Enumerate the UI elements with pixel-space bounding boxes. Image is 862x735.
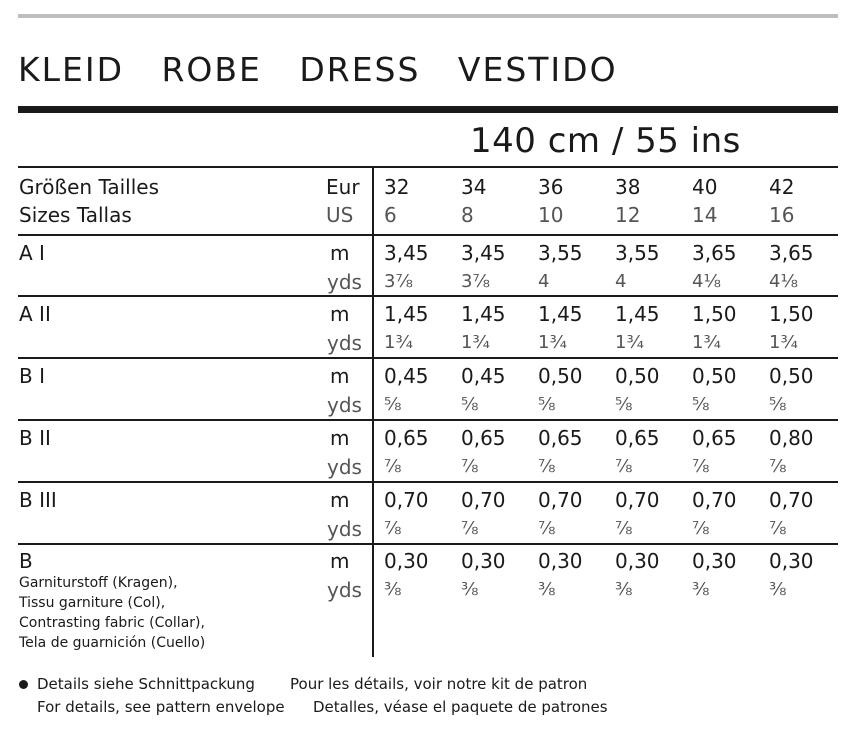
meters-cell: 3,55 (615, 241, 660, 265)
unit-m: m (330, 364, 350, 388)
yards-cell: ⅞ (461, 456, 479, 477)
yards-cell: ⅜ (692, 579, 710, 600)
yards-cell: 4 (538, 271, 550, 292)
page-title: KLEID ROBE DRESS VESTIDO (18, 50, 618, 89)
footnote-en: For details, see pattern envelope (37, 698, 285, 716)
meters-cell: 0,50 (692, 364, 737, 388)
yards-cell: ⅞ (769, 456, 787, 477)
meters-cell: 0,70 (615, 488, 660, 512)
unit-yds: yds (327, 393, 362, 417)
title-rule (18, 106, 838, 113)
yards-cell: ⅝ (692, 394, 710, 415)
top-rule (18, 14, 838, 18)
meters-cell: 0,80 (769, 426, 814, 450)
yards-cell: ⅞ (461, 518, 479, 539)
meters-cell: 1,45 (538, 302, 583, 326)
yards-cell: ⅞ (384, 518, 402, 539)
row-label: A I (19, 241, 45, 265)
unit-yds: yds (327, 270, 362, 294)
meters-cell: 0,65 (692, 426, 737, 450)
yards-cell: 4⅛ (692, 271, 721, 292)
yards-cell: ⅞ (384, 456, 402, 477)
unit-m: m (330, 549, 350, 573)
unit-m: m (330, 426, 350, 450)
meters-cell: 3,45 (384, 241, 429, 265)
fabric-width-heading: 140 cm / 55 ins (470, 121, 741, 161)
meters-cell: 0,30 (538, 549, 583, 573)
yards-cell: 1¾ (538, 332, 567, 353)
yards-cell: ⅞ (769, 518, 787, 539)
row-rule (18, 295, 838, 297)
yards-cell: ⅝ (384, 394, 402, 415)
row-label: B (19, 549, 33, 573)
header-top-rule (18, 166, 838, 168)
unit-eur: Eur (326, 175, 360, 199)
yards-cell: ⅞ (615, 518, 633, 539)
meters-cell: 0,45 (461, 364, 506, 388)
yards-cell: 3⅞ (384, 271, 413, 292)
us-size-cell: 10 (538, 203, 564, 227)
unit-m: m (330, 302, 350, 326)
yards-cell: ⅝ (538, 394, 556, 415)
yards-cell: 1¾ (384, 332, 413, 353)
size-label-line2: Sizes Tallas (19, 203, 132, 227)
yards-cell: 1¾ (461, 332, 490, 353)
meters-cell: 1,50 (692, 302, 737, 326)
eur-size-cell: 38 (615, 175, 641, 199)
unit-m: m (330, 488, 350, 512)
meters-cell: 0,70 (538, 488, 583, 512)
yards-cell: ⅞ (615, 456, 633, 477)
row-label: B II (19, 426, 51, 450)
yards-cell: ⅜ (461, 579, 479, 600)
unit-yds: yds (327, 331, 362, 355)
yards-cell: 3⅞ (461, 271, 490, 292)
yards-cell: 1¾ (615, 332, 644, 353)
bullet-icon (19, 680, 28, 689)
row-description: Contrasting fabric (Collar), (19, 615, 205, 631)
eur-size-cell: 42 (769, 175, 795, 199)
footnote-es: Detalles, véase el paquete de patrones (313, 698, 608, 716)
yards-cell: ⅝ (769, 394, 787, 415)
column-divider (372, 167, 374, 657)
yards-cell: 4⅛ (769, 271, 798, 292)
row-label: B I (19, 364, 45, 388)
row-label: B III (19, 488, 57, 512)
us-size-cell: 12 (615, 203, 641, 227)
meters-cell: 0,65 (538, 426, 583, 450)
yards-cell: ⅝ (461, 394, 479, 415)
us-size-cell: 8 (461, 203, 474, 227)
us-size-cell: 14 (692, 203, 718, 227)
us-size-cell: 16 (769, 203, 795, 227)
row-rule (18, 419, 838, 421)
unit-us: US (326, 203, 354, 227)
meters-cell: 0,30 (615, 549, 660, 573)
meters-cell: 0,70 (461, 488, 506, 512)
row-description: Tissu garniture (Col), (19, 595, 166, 611)
meters-cell: 0,65 (384, 426, 429, 450)
row-description: Tela de guarnición (Cuello) (19, 635, 206, 651)
row-rule (18, 481, 838, 483)
yards-cell: 1¾ (769, 332, 798, 353)
size-label-line1: Größen Tailles (19, 175, 160, 199)
meters-cell: 0,65 (615, 426, 660, 450)
meters-cell: 0,50 (615, 364, 660, 388)
yards-cell: 4 (615, 271, 627, 292)
row-description: Garniturstoff (Kragen), (19, 575, 178, 591)
meters-cell: 1,45 (461, 302, 506, 326)
yards-cell: ⅞ (692, 518, 710, 539)
meters-cell: 0,65 (461, 426, 506, 450)
unit-yds: yds (327, 578, 362, 602)
eur-size-cell: 34 (461, 175, 487, 199)
meters-cell: 0,50 (769, 364, 814, 388)
row-label: A II (19, 302, 51, 326)
meters-cell: 3,65 (692, 241, 737, 265)
yards-cell: ⅜ (384, 579, 402, 600)
yards-cell: ⅞ (538, 518, 556, 539)
meters-cell: 1,45 (384, 302, 429, 326)
unit-m: m (330, 241, 350, 265)
meters-cell: 3,65 (769, 241, 814, 265)
row-rule (18, 357, 838, 359)
meters-cell: 0,30 (692, 549, 737, 573)
meters-cell: 1,50 (769, 302, 814, 326)
meters-cell: 0,70 (384, 488, 429, 512)
yards-cell: 1¾ (692, 332, 721, 353)
yards-cell: ⅞ (692, 456, 710, 477)
row-rule (18, 234, 838, 236)
meters-cell: 3,45 (461, 241, 506, 265)
yards-cell: ⅜ (538, 579, 556, 600)
meters-cell: 0,50 (538, 364, 583, 388)
us-size-cell: 6 (384, 203, 397, 227)
meters-cell: 0,45 (384, 364, 429, 388)
yards-cell: ⅜ (615, 579, 633, 600)
yards-cell: ⅜ (769, 579, 787, 600)
eur-size-cell: 40 (692, 175, 718, 199)
meters-cell: 1,45 (615, 302, 660, 326)
meters-cell: 0,70 (692, 488, 737, 512)
row-rule (18, 543, 838, 545)
eur-size-cell: 36 (538, 175, 564, 199)
footnote-de: Details siehe Schnittpackung (37, 675, 255, 693)
eur-size-cell: 32 (384, 175, 410, 199)
yards-cell: ⅝ (615, 394, 633, 415)
yards-cell: ⅞ (538, 456, 556, 477)
unit-yds: yds (327, 517, 362, 541)
meters-cell: 0,30 (461, 549, 506, 573)
meters-cell: 0,70 (769, 488, 814, 512)
meters-cell: 0,30 (769, 549, 814, 573)
footnote-fr: Pour les détails, voir notre kit de patron (290, 675, 588, 693)
meters-cell: 3,55 (538, 241, 583, 265)
meters-cell: 0,30 (384, 549, 429, 573)
unit-yds: yds (327, 455, 362, 479)
